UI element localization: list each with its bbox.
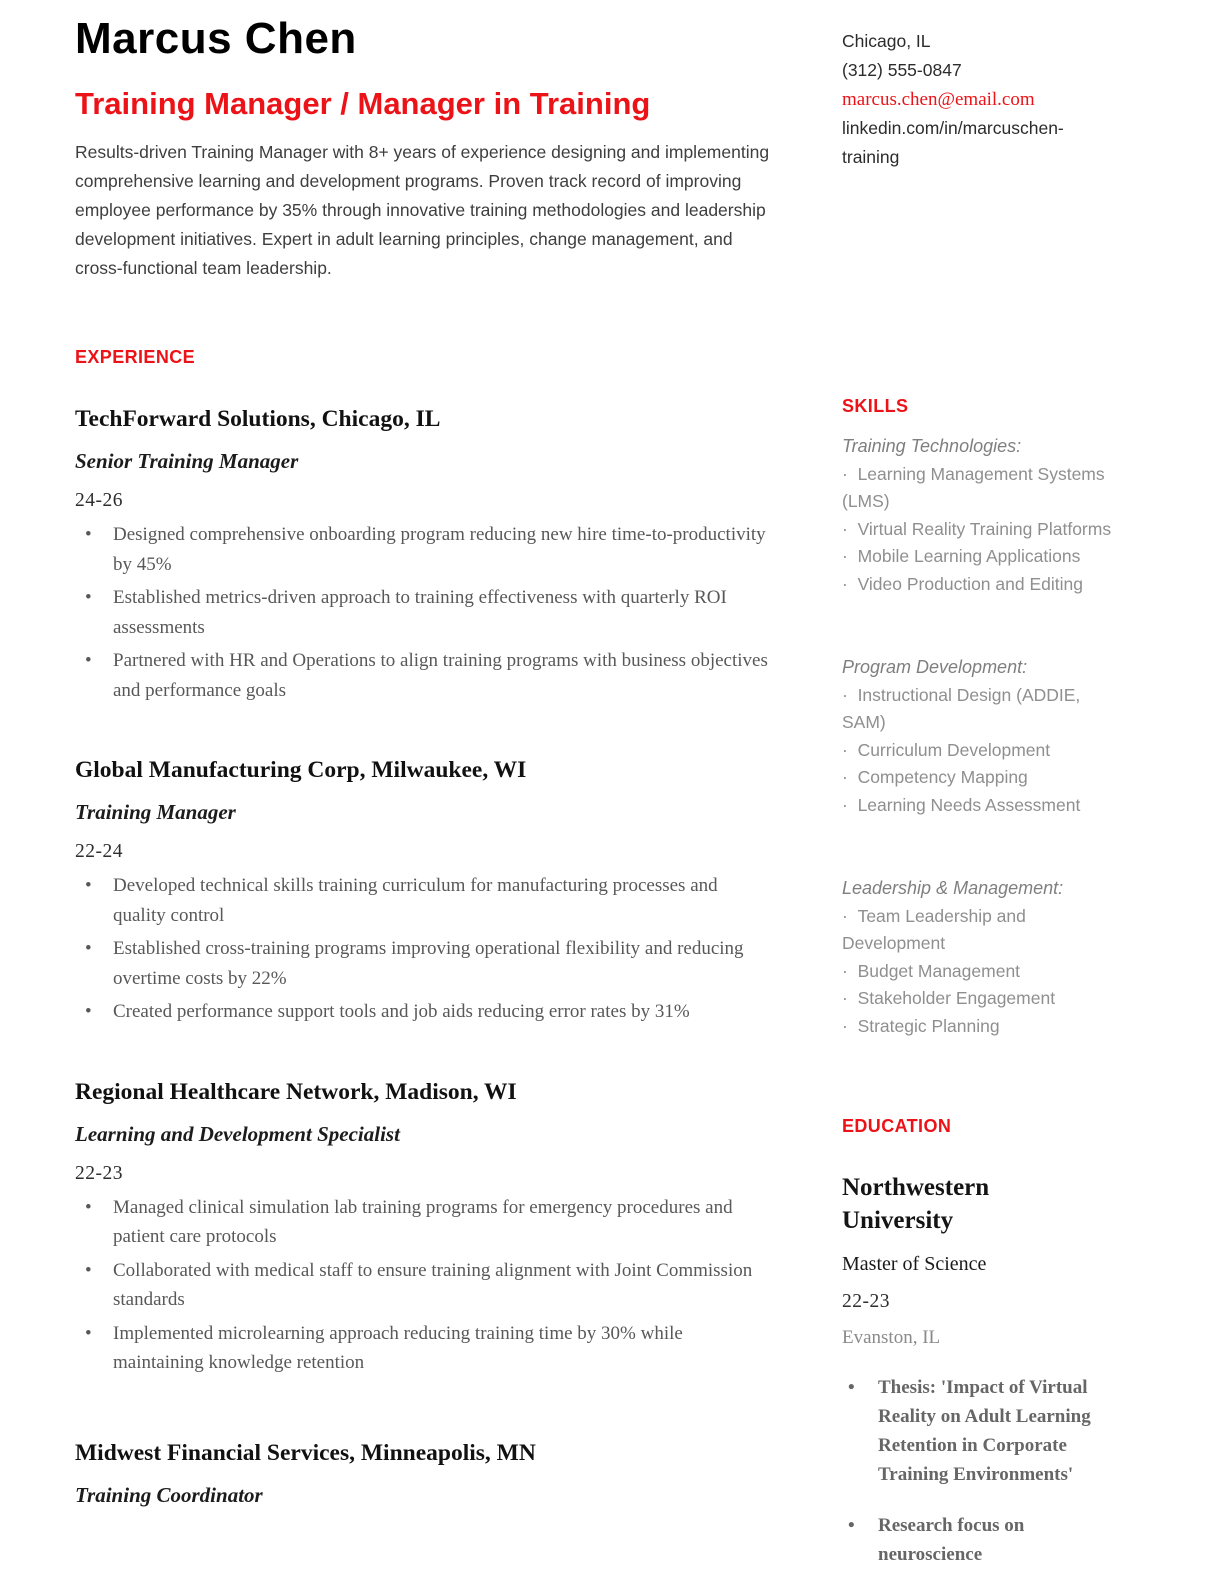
- education-heading: EDUCATION: [842, 1116, 952, 1136]
- contact-email-link[interactable]: marcus.chen@email.com: [842, 89, 1035, 110]
- job-entry: [75, 755, 790, 1027]
- sidebar-column: [842, 0, 1114, 1591]
- skill-item: · Learning Needs Assessment: [842, 792, 1114, 820]
- skill-group-label: Training Technologies:: [842, 436, 1022, 456]
- job-bullet-list: [75, 1193, 775, 1378]
- skill-group: [842, 654, 1114, 819]
- job-bullet: • Established metrics-driven approach to training effectiveness with quarterly ROI assessments: [75, 583, 773, 642]
- job-bullet: • Partnered with HR and Operations to align training programs with business objectives and performance goals: [75, 646, 773, 705]
- education-bullet-list: [842, 1373, 1114, 1569]
- skills-heading: SKILLS: [842, 396, 909, 416]
- skill-item: · Learning Management Systems (LMS): [842, 461, 1114, 516]
- skill-item: · Competency Mapping: [842, 764, 1114, 792]
- skill-item: · Strategic Planning: [842, 1013, 1114, 1041]
- professional-summary: Results-driven Training Manager with 8+ years of experience designing and implementing comprehensive learning and development programs. Proven track record of improving employee performance by 35% through innovative training methodologies and leadership development initiatives. Expert in adult learning principles, change management, and cross-functional team leadership.: [75, 142, 770, 279]
- job-bullet: • Created performance support tools and job aids reducing error rates by 31%: [75, 997, 773, 1027]
- education-bullet: • Research focus on neuroscience: [842, 1511, 1114, 1569]
- job-bullet: • Developed technical skills training curriculum for manufacturing processes and quality control: [75, 871, 773, 930]
- contact-linkedin-link[interactable]: linkedin.com/in/marcuschen-training: [842, 118, 1064, 167]
- skill-group-label: Program Development:: [842, 657, 1028, 677]
- skill-group: [842, 875, 1114, 1040]
- job-role: Learning and Development Specialist: [75, 1121, 400, 1146]
- job-entry: [75, 1438, 790, 1509]
- person-name: Marcus Chen: [75, 14, 357, 63]
- skill-group: [842, 433, 1114, 598]
- company-name: Midwest Financial Services, Minneapolis, MN: [75, 1439, 536, 1466]
- job-entry: [75, 404, 790, 705]
- job-bullet: • Collaborated with medical staff to ensure training alignment with Joint Commission standards: [75, 1256, 773, 1315]
- contact-phone: (312) 555-0847: [842, 60, 962, 80]
- job-entry: [75, 1077, 790, 1378]
- job-bullet: • Managed clinical simulation lab training programs for emergency procedures and patient care protocols: [75, 1193, 773, 1252]
- education-bullet: • Thesis: 'Impact of Virtual Reality on Adult Learning Retention in Corporate Training Environments': [842, 1373, 1114, 1489]
- skill-item: · Budget Management: [842, 958, 1114, 986]
- job-role: Senior Training Manager: [75, 449, 299, 474]
- skill-item: · Video Production and Editing: [842, 571, 1114, 599]
- job-bullet: • Implemented microlearning approach reducing training time by 30% while maintaining knowledge retention: [75, 1319, 773, 1378]
- contact-location: Chicago, IL: [842, 31, 931, 51]
- skill-group-label: Leadership & Management:: [842, 878, 1064, 898]
- skill-item: · Mobile Learning Applications: [842, 543, 1114, 571]
- job-dates: 24-26: [75, 490, 123, 512]
- job-bullet-list: [75, 520, 775, 705]
- main-column: [75, 0, 790, 1509]
- job-dates: 22-23: [75, 1162, 123, 1184]
- job-role: Training Manager: [75, 800, 236, 825]
- job-bullet: • Established cross-training programs improving operational flexibility and reducing overtime costs by 22%: [75, 934, 773, 993]
- company-name: Global Manufacturing Corp, Milwaukee, WI: [75, 757, 527, 784]
- job-role: Training Coordinator: [75, 1482, 263, 1507]
- job-bullet-list: [75, 871, 775, 1027]
- skill-item: · Curriculum Development: [842, 737, 1114, 765]
- job-dates: 22-24: [75, 841, 123, 863]
- contact-block: [842, 27, 1114, 172]
- skill-item: · Virtual Reality Training Platforms: [842, 516, 1114, 544]
- headline-title: Training Manager / Manager in Training: [75, 86, 651, 122]
- experience-heading: EXPERIENCE: [75, 347, 196, 368]
- skill-item: · Stakeholder Engagement: [842, 985, 1114, 1013]
- education-dates: 22-23: [842, 1291, 890, 1312]
- job-bullet: • Designed comprehensive onboarding program reducing new hire time-to-productivity by 45%: [75, 520, 773, 579]
- degree: Master of Science: [842, 1253, 987, 1275]
- skill-item: · Team Leadership and Development: [842, 903, 1114, 958]
- education-location: Evanston, IL: [842, 1327, 941, 1348]
- company-name: Regional Healthcare Network, Madison, WI: [75, 1078, 517, 1105]
- company-name: TechForward Solutions, Chicago, IL: [75, 406, 441, 433]
- skill-item: · Instructional Design (ADDIE, SAM): [842, 682, 1114, 737]
- school-name: Northwestern University: [842, 1174, 990, 1234]
